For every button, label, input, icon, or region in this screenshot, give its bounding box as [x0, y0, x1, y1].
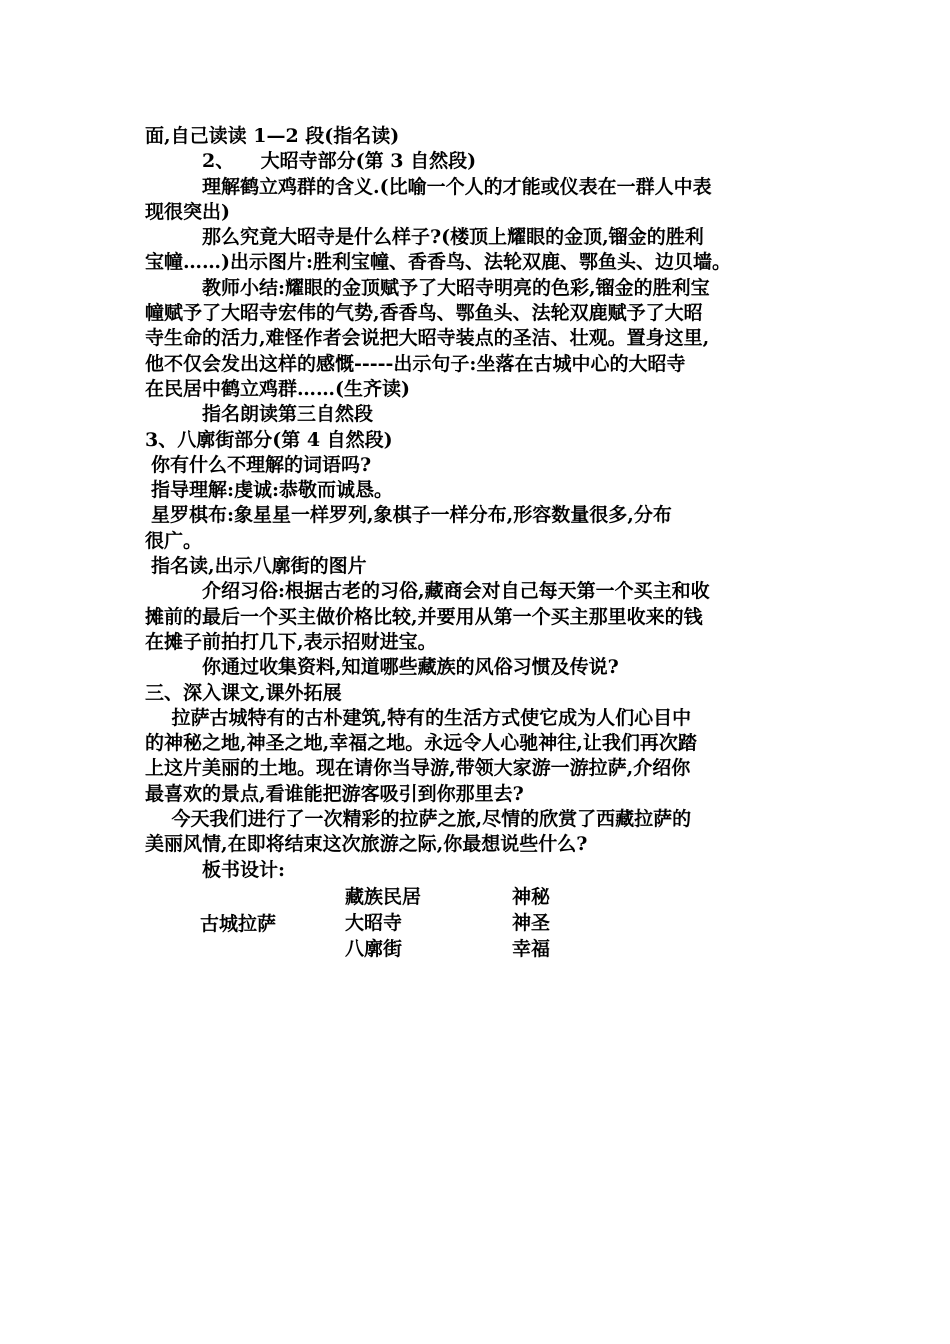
text-line: 很广。	[145, 529, 203, 552]
board-design	[145, 885, 810, 965]
text-line: 在摊子前拍打几下,表示招财进宝。	[145, 630, 437, 653]
text-line: 你通过收集资料,知道哪些藏族的风俗习惯及传说?	[202, 656, 619, 679]
board-center: 古城拉萨	[200, 912, 277, 935]
text-line: 教师小结:耀眼的金顶赋予了大昭寺明亮的色彩,镏金的胜利宝	[202, 276, 710, 299]
text-line: 今天我们进行了一次精彩的拉萨之旅,尽情的欣赏了西藏拉萨的	[145, 808, 692, 831]
text-line: 理解鹤立鸡群的含义.(比喻一个人的才能或仪表在一群人中表	[202, 175, 712, 198]
text-line: 美丽风情,在即将结束这次旅游之际,你最想说些什么?	[145, 833, 588, 856]
text-line: 面,自己读读 1—2 段(指名读)	[145, 125, 400, 147]
text-line: 板书设计:	[202, 858, 286, 881]
text-line: 的神秘之地,神圣之地,幸福之地。永远令人心驰神往,让我们再次踏	[145, 732, 697, 755]
text-line: 上这片美丽的土地。现在请你当导游,带领大家游一游拉萨,介绍你	[145, 757, 691, 780]
text-line: 在民居中鹤立鸡群……(生齐读)	[145, 377, 410, 400]
text-line: 你有什么不理解的词语吗?	[151, 453, 372, 476]
text-line: 三、深入课文,课外拓展	[145, 681, 342, 704]
text-line: 介绍习俗:根据古老的习俗,藏商会对自己每天第一个买主和收	[202, 580, 710, 603]
text-line: 3、八廓街部分(第 4 自然段)	[145, 428, 393, 451]
text-line: 拉萨古城特有的古朴建筑,特有的生活方式使它成为人们心目中	[145, 706, 692, 729]
text-line: 最喜欢的景点,看谁能把游客吸引到你那里去?	[145, 782, 524, 805]
text-line: 幢赋予了大昭寺宏伟的气势,香香鸟、鄂鱼头、法轮双鹿赋予了大昭	[145, 302, 703, 325]
board-quality-3: 幸福	[512, 937, 551, 960]
text-line: 他不仅会发出这样的感慨-----出示句子:坐落在古城中心的大昭寺	[145, 352, 686, 375]
board-place-2: 大昭寺	[345, 911, 403, 934]
text-line: 宝幢……)出示图片:胜利宝幢、香香鸟、法轮双鹿、鄂鱼头、边贝墙。	[145, 251, 732, 274]
text-line: 现很突出)	[145, 200, 230, 223]
body-text	[145, 124, 810, 883]
text-line: 2、 大昭寺部分(第 3 自然段)	[202, 150, 477, 173]
board-place-1: 藏族民居	[345, 885, 422, 908]
board-place-3: 八廓街	[345, 937, 403, 960]
text-line: 星罗棋布:象星星一样罗列,象棋子一样分布,形容数量很多,分布	[151, 504, 672, 527]
text-line: 指名读,出示八廓街的图片	[151, 555, 367, 578]
board-quality-1: 神秘	[512, 885, 551, 908]
text-line: 寺生命的活力,难怪作者会说把大昭寺装点的圣洁、壮观。置身这里,	[145, 327, 710, 350]
board-quality-2: 神圣	[512, 911, 551, 934]
document-page	[145, 124, 810, 965]
text-line: 指名朗读第三自然段	[202, 403, 374, 426]
text-line: 摊前的最后一个买主做价格比较,并要用从第一个买主那里收来的钱	[145, 605, 703, 628]
text-line: 那么究竟大昭寺是什么样子?(楼顶上耀眼的金顶,镏金的胜利	[202, 226, 704, 249]
text-line: 指导理解:虔诚:恭敬而诚恳。	[151, 479, 394, 502]
